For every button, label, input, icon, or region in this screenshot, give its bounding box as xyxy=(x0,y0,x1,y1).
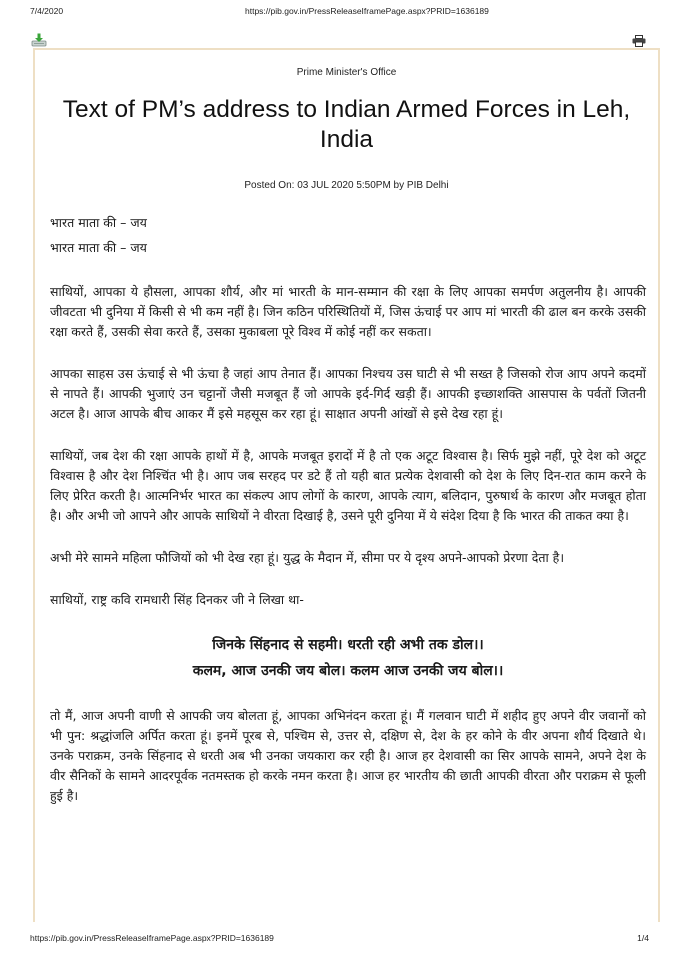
page-number: 1/4 xyxy=(637,933,649,943)
posted-info: Posted On: 03 JUL 2020 5:50PM by PIB Delhi xyxy=(244,180,449,191)
poem-line: कलम, आज उनकी जय बोल। कलम आज उनकी जय बोल।। xyxy=(192,663,504,679)
greeting-line: भारत माता की – जय xyxy=(50,240,147,255)
paragraph: साथियों, राष्ट्र कवि रामधारी सिंह दिनकर जी ने लिखा था- xyxy=(50,592,304,607)
paragraph: अभी मेरे सामने महिला फौजियों को भी देख रहा हूं। युद्ध के मैदान में, सीमा पर ये दृश्य अपने-आपको प्रेरणा देता है। xyxy=(50,550,565,565)
greeting-line: भारत माता की – जय xyxy=(50,215,147,230)
print-header-url: https://pib.gov.in/PressReleaseIframePage.aspx?PRID=1636189 xyxy=(245,6,489,16)
print-footer-url: https://pib.gov.in/PressReleaseIframePage.aspx?PRID=1636189 xyxy=(30,933,274,943)
page-title: Text of PM’s address to Indian Armed Forces in Leh, India xyxy=(62,96,631,153)
poem-line: जिनके सिंहनाद से सहमी। धरती रही अभी तक डोल।। xyxy=(212,637,484,653)
paragraph: आपका साहस उस ऊंचाई से भी ऊंचा है जहां आप तेनात हैं। आपका निश्चय उस घाटी से भी सख्त है जिसको रोज आप अपने कदमों से नापते हैं। आपकी भुजाएं उन चट्टानों जैसी मजबूत हैं जो आपके इर्द-गिर्द खड़ी हैं। आपकी इच्छाशक्ति आसपास के पर्वतों जितनी अटल है। आज आपके बीच आकर मैं इसे महसूस कर रहा हूं। साक्षात अपनी आंखों से इसे देख रहा हूं। xyxy=(50,366,646,421)
print-date: 7/4/2020 xyxy=(30,6,64,16)
article-body xyxy=(50,210,646,806)
download-icon[interactable] xyxy=(31,33,47,47)
press-release-frame xyxy=(33,48,660,922)
printer-icon[interactable] xyxy=(632,35,646,47)
paragraph: साथियों, जब देश की रक्षा आपके हाथों में है, आपके मजबूत इरादों में है तो एक अटूट विश्वास है। सिर्फ मुझे नहीं, पूरे देश को अटूट विश्वास है और देश निश्चिंत भी है। आप जब सरहद पर डटे हैं तो यही बात प्रत्येक देशवासी को देश के लिए दिन-रात काम करने के लिए प्रेरित करती है। आत्मनिर्भर भारत का संकल्प आप लोगों के कारण, आपके त्याग, बलिदान, पुरुषार्थ के कारण और मजबूत होता है। और अभी जो आपने और आपके साथियों ने वीरता दिखाई है, उसने पूरी दुनिया में ये संदेश दिया है कि भारत की ताकत क्या है। xyxy=(50,448,646,523)
paragraph: साथियों, आपका ये हौसला, आपका शौर्य, और मां भारती के मान-सम्मान की रक्षा के लिए आपका समर्पण अतुलनीय है। आपकी जीवटता भी दुनिया में किसी से भी कम नहीं है। जिन कठिन परिस्थितियों में, जिस ऊंचाई पर आप मां भारती की ढाल बन करके उसकी रक्षा करते हैं, उसकी सेवा करते हैं, उसका मुकाबला पूरे विश्व में कोई नहीं कर सकता। xyxy=(50,284,646,339)
paragraph: तो मैं, आज अपनी वाणी से आपकी जय बोलता हूं, आपका अभिनंदन करता हूं। मैं गलवान घाटी में शहीद हुए अपने वीर जवानों को भी पुन: श्रद्धांजलि अर्पित करता हूं। इनमें पूरब से, पश्चिम से, उत्तर से, दक्षिण से, देश के हर कोने के वीर अपना शौर्य दिखाते थे। उनके पराक्रम, उनके सिंहनाद से धरती अब भी उनका जयकारा कर रही है। आज हर देशवासी का सिर आपके सामने, अपने देश के वीर सैनिकों के सामने आदरपूर्वक नतमस्तक हो करके नमन करता है। आज हर भारतीय की छाती आपकी वीरता और पराक्रम से फूली हुई है। xyxy=(50,708,646,803)
ministry-label: Prime Minister's Office xyxy=(296,67,397,78)
